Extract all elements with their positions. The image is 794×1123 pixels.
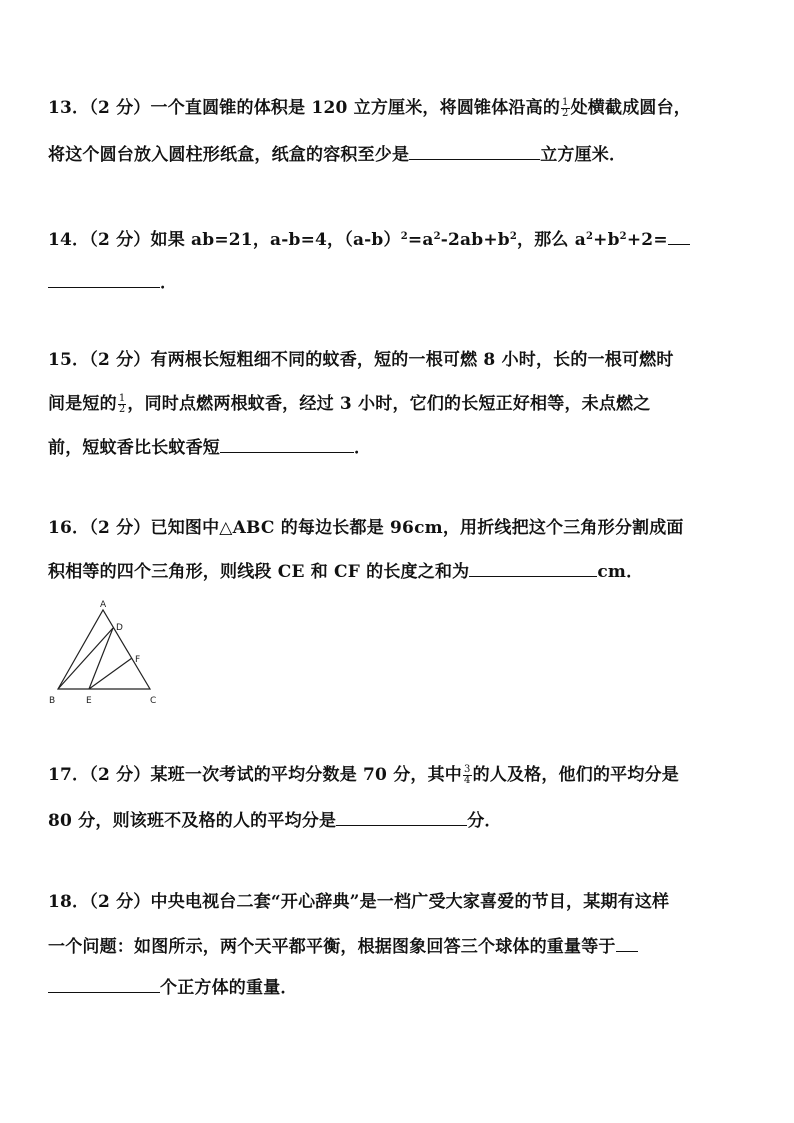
label-a: A [100, 600, 107, 610]
q13-text: 将这个圆台放入圆柱形纸盒，纸盒的容积至少是 [48, 145, 410, 165]
q13-line-1 [48, 96, 691, 120]
q13-line-2 [48, 141, 626, 167]
exponent: 2 [619, 231, 627, 242]
q13-text: 13．（2 分）一个直圆锥的体积是 120 立方厘米，将圆锥体沿高的 [48, 98, 561, 118]
q17-text: 分． [467, 811, 502, 831]
exponent: 2 [433, 231, 441, 242]
q15-text: 15．（2 分）有两根长短粗细不同的蚊香，短的一根可燃 8 小时，长的一根可燃时 [48, 350, 674, 370]
exponent: 2 [400, 231, 408, 242]
q14-line-1 [48, 226, 690, 252]
q14-text: +b [593, 230, 620, 250]
fraction-three-quarters: $\frac{3}{4}$ [464, 764, 471, 786]
label-b: B [49, 696, 56, 706]
q15-text: 间是短的 [48, 394, 117, 414]
q14-answer-blank[interactable] [48, 269, 160, 288]
q15-line-1 [48, 348, 674, 372]
q18-line-2 [48, 933, 638, 959]
q17-text: 的人及格，他们的平均分是 [472, 765, 679, 785]
q14-text: +2= [626, 230, 668, 250]
segment-bd [58, 628, 113, 689]
q14-text: -2ab+b [440, 230, 510, 250]
q18-answer-blank[interactable] [48, 974, 160, 993]
q17-line-2 [48, 807, 502, 833]
q15-text: 前，短蚊香比长蚊香短 [48, 438, 220, 458]
fraction-one-half: $\frac{1}{2}$ [118, 393, 126, 415]
q16-line-1 [48, 516, 684, 540]
q13-text: 处横截成圆台， [570, 98, 691, 118]
q16-text: 16．（2 分）已知图中△ABC 的每边长都是 96cm，用折线把这个三角形分割成面 [48, 518, 684, 538]
q14-text: ． [160, 273, 178, 293]
q14-line-2 [48, 269, 177, 295]
q15-answer-blank[interactable] [220, 434, 354, 453]
label-f: F [135, 655, 141, 665]
q17-answer-blank[interactable] [336, 807, 467, 826]
q14-text: 14．（2 分）如果 ab=21，a-b=4，（a-b） [48, 230, 401, 250]
triangle-abc-figure [44, 597, 164, 709]
q15-line-2 [48, 392, 650, 416]
q16-text: 积相等的四个三角形，则线段 CE 和 CF 的长度之和为 [48, 562, 470, 582]
fraction-one-half: $\frac{1}{2}$ [562, 97, 569, 119]
q14-text: ，那么 a [517, 230, 586, 250]
q15-line-3 [48, 434, 371, 460]
q16-text: cm． [597, 562, 644, 582]
label-e: E [86, 696, 92, 706]
q17-text: 17．（2 分）某班一次考试的平均分数是 70 分，其中 [48, 765, 462, 785]
q14-answer-blank-start[interactable] [668, 226, 690, 245]
q13-text: 立方厘米． [540, 145, 627, 165]
q14-text: =a [407, 230, 434, 250]
q18-answer-blank-start[interactable] [616, 933, 638, 952]
label-d: D [116, 623, 123, 633]
q15-text: ，同时点燃两根蚊香，经过 3 小时，它们的长短正好相等，未点燃之 [127, 394, 651, 414]
q15-text: ． [354, 438, 372, 458]
label-c: C [150, 696, 157, 706]
q18-text: 一个问题：如图所示，两个天平都平衡，根据图象回答三个球体的重量等于 [48, 937, 616, 957]
q16-answer-blank[interactable] [469, 558, 597, 577]
q18-text: 18．（2 分）中央电视台二套“开心辞典”是一档广受大家喜爱的节目，某期有这样 [48, 892, 670, 912]
q18-line-3 [48, 974, 298, 1000]
q16-line-2 [48, 558, 643, 584]
q17-line-1 [48, 763, 679, 787]
q18-text: 个正方体的重量． [160, 978, 298, 998]
q18-line-1 [48, 890, 669, 914]
q13-answer-blank[interactable] [409, 141, 540, 160]
q17-text: 80 分，则该班不及格的人的平均分是 [48, 811, 337, 831]
exponent: 2 [509, 231, 518, 242]
exponent: 2 [585, 231, 594, 242]
